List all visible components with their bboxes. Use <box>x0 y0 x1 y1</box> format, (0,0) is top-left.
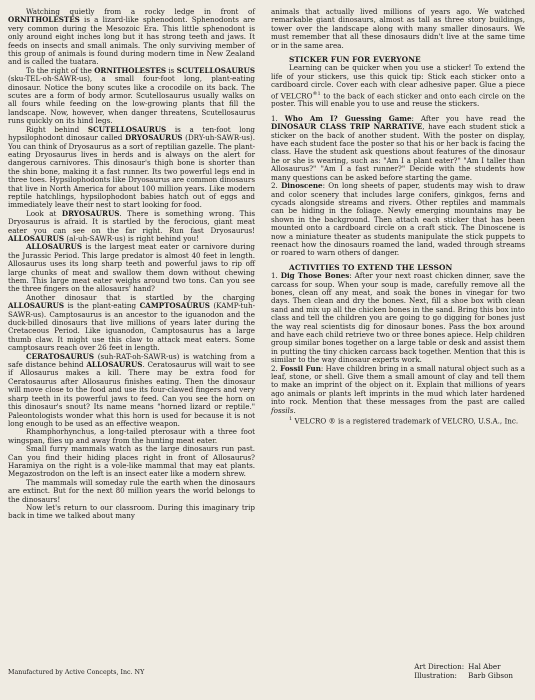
text-run: (al-uh-SAWR-us) is right behind you! <box>64 233 200 243</box>
text-run: (KAMP-tuh-SAWR-us). Camptosaurus is an ancestor to the iguanodon and the duck-billed dinosaurs that live millions of years later during the Cretaceous Period. Like iguanodon, Camptosaurus has a large thumb claw. It might use this claw to attack meat eaters. Some camptosaurs reach over 26 feet in length. <box>8 301 256 353</box>
text-run: 1. <box>271 271 281 281</box>
text-run: : After your next roast chicken dinner, save the carcass for soup. When your soup is made, carefully remove all the bones, clean off any meat, and soak the bones in vinegar for two days. Then clean and dry the bones. Next, fill a shoe box with clean sand and mix up all the chicken bones in the sand. Bring this box into class and tell the children you are going to go digging for bones just the way real scientists dig for dinosaur bones. Pass the box around and have each child retrieve two or three bones apiece. Help children group similar bones together on a large table or desk and assist them in putting the tiny chicken carcass back together. Mention that this is similar to the way dinosaur experts work. <box>271 271 525 365</box>
superscript: ® <box>312 90 318 97</box>
text-run: is the largest meat eater or carnivore during the Jurassic Period. This large predator is almost 40 feet in length. Allosaurus uses its long sharp teeth and powerful jaws to rip off large chunks of meat and swallow them down without chewing them. This large meat eater weighs around two tons. Can you see the three fingers on the allosaurs' hand? <box>8 242 255 294</box>
paragraph <box>8 67 255 126</box>
activity-item-dig-bones <box>271 272 525 364</box>
credit-name: Barb Gibson <box>468 671 513 680</box>
bold-term: SCUTELLOSAURUS <box>176 65 255 75</box>
text-run: : Have children bring in a small natural object such as a leaf, stone, or shell. Give them a small amount of clay and tell them to make an imprint of the object on it. Explain that millions of years ago animals or plants left imprints in the mud which later hardened into rock. Mention that these messages from the past are called <box>271 363 525 407</box>
manufacturer-note: Manufactured by Active Concepts, Inc. NY <box>8 669 145 676</box>
text-run: is a lizard-like sphenodont. Sphenodonts are very common during the Mesozoic Era. This little sphenodont is only around eight inches long but it has strong teeth and jaws. It feeds on insects and small animals. The only surviving member of this group of animals is found during modern time in New Zealand and is called the tuatara. <box>8 15 255 67</box>
text-run: (sku-TEL-oh-SAWR-us), a small four-foot long, plant-eating dinosaur. Notice the bony scutes like a crocodile on its back. The scutes are a form of body armor. Scutellosaurus usually walks on all fours while feeding on the low-growing plants that fill the landscape. Now, however, when danger threatens, Scutellosaurus runs quickly on its hind legs. <box>8 74 255 126</box>
paragraph <box>8 445 255 479</box>
bold-term: DRYOSAURUS <box>124 133 183 143</box>
text-run: Look at <box>26 208 62 218</box>
text-run: (DRY-uh-SAWR-us). You can think of Dryosaurus as a sort of reptilian gazelle. The plant-eating Dryosaurus lives in herds and is always on the alert for dangerous carnivores. This dinosaur's thigh bone is shorter than the shin bone, making it a fast runner. Its two powerful legs end in three toes. Hypsilophodonts like Dryosaurus are common dinosaurs that live in North America for about 100 million years. Like modern reptile hatchlings, hypsilophodont babies hatch out of eggs and immediately leave their nest to start looking for food. <box>8 133 255 210</box>
bold-term: ALLOSAURUS <box>8 233 65 243</box>
paragraph <box>8 8 255 67</box>
text-run: . Ceratosaurus will wait to see if Allosaurus makes a kill. There may be extra food for Ceratosaurus after Allosaurus finishes eating. Then the dinosaur will move close to the food and use its four-clawed fingers and very sharp teeth in its powerful jaws to feed. Can you see the horn on this dinosaur's snout? Its name means "horned lizard or reptile." Paleontologists wonder what this horn is used for because it is not long enough to be used as an effective weapon. <box>8 360 255 428</box>
footnote-text: VELCRO ® is a registered trademark of VELCRO, U.S.A., Inc. <box>294 416 519 426</box>
paragraph <box>8 479 255 504</box>
italic-term: fossils <box>271 405 294 415</box>
paragraph <box>8 243 255 293</box>
superscript: 1 <box>317 90 321 97</box>
bold-term: Dig Those Bones <box>280 271 350 281</box>
bold-term: ALLOSAURUS <box>26 242 83 252</box>
footnote-marker: 1 <box>289 416 293 423</box>
text-run: : After you have read the <box>411 113 525 123</box>
bold-term: Dinoscene <box>281 181 323 191</box>
paragraph <box>8 428 255 445</box>
text-run: Watching quietly from a rocky ledge in front of <box>26 7 255 16</box>
sticker-item-guessing-game <box>271 115 525 182</box>
text-run: To the right of the <box>26 65 95 75</box>
bold-term: ORNITHOLESTES <box>94 65 167 75</box>
text-run: . There is something wrong. This Dryosaurus is afraid. It is startled by the ferocious, giant meat eater you can see on the far right. Run fast Dryosaurus! <box>8 208 255 235</box>
credit-name: Hal Aber <box>468 662 501 671</box>
credit-role: Illustration: <box>414 671 457 680</box>
bold-term: ALLOSAURUS <box>86 360 143 370</box>
text-run: Right behind <box>26 124 88 134</box>
paragraph <box>8 126 255 210</box>
text-run: : On long sheets of paper, students may wish to draw and color scenery that includes large conifers, ginkgos, ferns and cycads alongside streams and rivers. Other reptiles and mammals can be hiding in the foliage. Newly emerging mountains may be shown in the background. Then attach each sticker that has been mounted onto a cardboard circle on a craft stick. The Dinoscene is now a miniature theater as students manipulate the stick puppets to reenact how the dinosaurs roamed the land, waded through streams or roared to warn others of danger. <box>271 181 525 258</box>
text-run: Now let's return to our classroom. During this imaginary trip back in time we talked about many <box>8 502 255 521</box>
activities-section-heading: ACTIVITIES TO EXTEND THE LESSON <box>289 262 453 272</box>
text-run: Rhamphorhynchus, a long-tailed pterosaur with a three foot wingspan, flies up and away from the hunting meat eater. <box>8 427 255 445</box>
text-run: is the plant-eating <box>64 301 140 311</box>
bold-term: CERATOSAURUS <box>26 351 94 361</box>
paragraph <box>8 504 255 521</box>
left-column <box>8 8 255 521</box>
text-run: is <box>166 65 177 75</box>
credit-role: Art Direction: <box>414 662 465 671</box>
bold-term: ORNITHOLESTES <box>8 15 80 25</box>
text-run: Learning can be quicker when you use a sticker! To extend the life of your stickers, use this quick tip: Stick each sticker onto a cardboard circle. Cover each with clear adhesive paper. Glue a piece of VELCRO <box>271 63 525 101</box>
text-run: to the back of each sticker and onto each circle on the poster. This will enable you to use and reuse the stickers. <box>271 91 525 109</box>
paragraph <box>8 294 255 353</box>
sticker-intro <box>271 64 525 108</box>
text-run: Another dinosaur that is startled by the charging <box>26 292 255 302</box>
credits <box>414 662 517 680</box>
text-run: 2. <box>271 181 282 191</box>
credit-row <box>414 671 517 680</box>
credit-row <box>414 662 517 671</box>
text-run: is a ten-foot long hypsilophodont dinosaur called <box>8 124 255 143</box>
continued-paragraph: animals that actually lived millions of years ago. We watched remarkable giant dinosaurs, almost as tall as three story buildings, tower over the landscape along with many smaller dinosaurs. We must remember that all these dinosaurs didn't live at the same time or in the same area. <box>271 7 525 50</box>
bold-term: Who Am I? Guessing Game <box>284 113 412 123</box>
text-run: Small furry mammals watch as the large dinosaurs run past. Can you find their hiding places right in front of Allosaurus? Haramiya on the right is a vole-like mammal that may eat plants. Megazostrodon on the left is an insect eater like a modern shrew. <box>8 444 255 479</box>
text-run: 1. <box>271 113 285 123</box>
bold-term: DINOSAUR CLASS TRIP NARRATIVE <box>271 122 423 132</box>
paragraph <box>8 353 255 429</box>
text-run: The mammals will someday rule the earth when the dinosaurs are extinct. But for the next 80 million years the world belongs to the dinosaurs! <box>8 477 255 504</box>
text-run: 2. <box>271 363 281 373</box>
bold-term: SCUTELLOSAURUS <box>87 124 167 134</box>
bold-term: DRYOSAURUS <box>61 208 120 218</box>
paragraph <box>8 210 255 244</box>
sticker-item-dinoscene <box>271 182 525 258</box>
text-run: (suh-RAT-oh-SAWR-us) is watching from a safe distance behind <box>8 351 255 370</box>
right-column <box>271 8 525 426</box>
footnote <box>271 415 525 426</box>
text-run: , have each student stick a sticker on the back of another student. With the poster on display, have each student face the poster so that his or her back is facing the class. Have the student ask questions about features of the dinosaur he or she is wearing, such as: "Am I a plant eater?" "Am I taller than Allosaurus?" "Am I a fast runner?" Decide with the students how many questions can be asked before starting the game. <box>271 122 525 182</box>
bold-term: CAMPTOSAURUS <box>139 301 210 311</box>
activity-item-fossil-fun <box>271 365 525 415</box>
bold-term: Fossil Fun <box>280 363 321 373</box>
bold-term: ALLOSAURUS <box>8 301 65 311</box>
sticker-section-heading: STICKER FUN FOR EVERYONE <box>289 55 421 65</box>
text-run: . <box>293 405 296 415</box>
